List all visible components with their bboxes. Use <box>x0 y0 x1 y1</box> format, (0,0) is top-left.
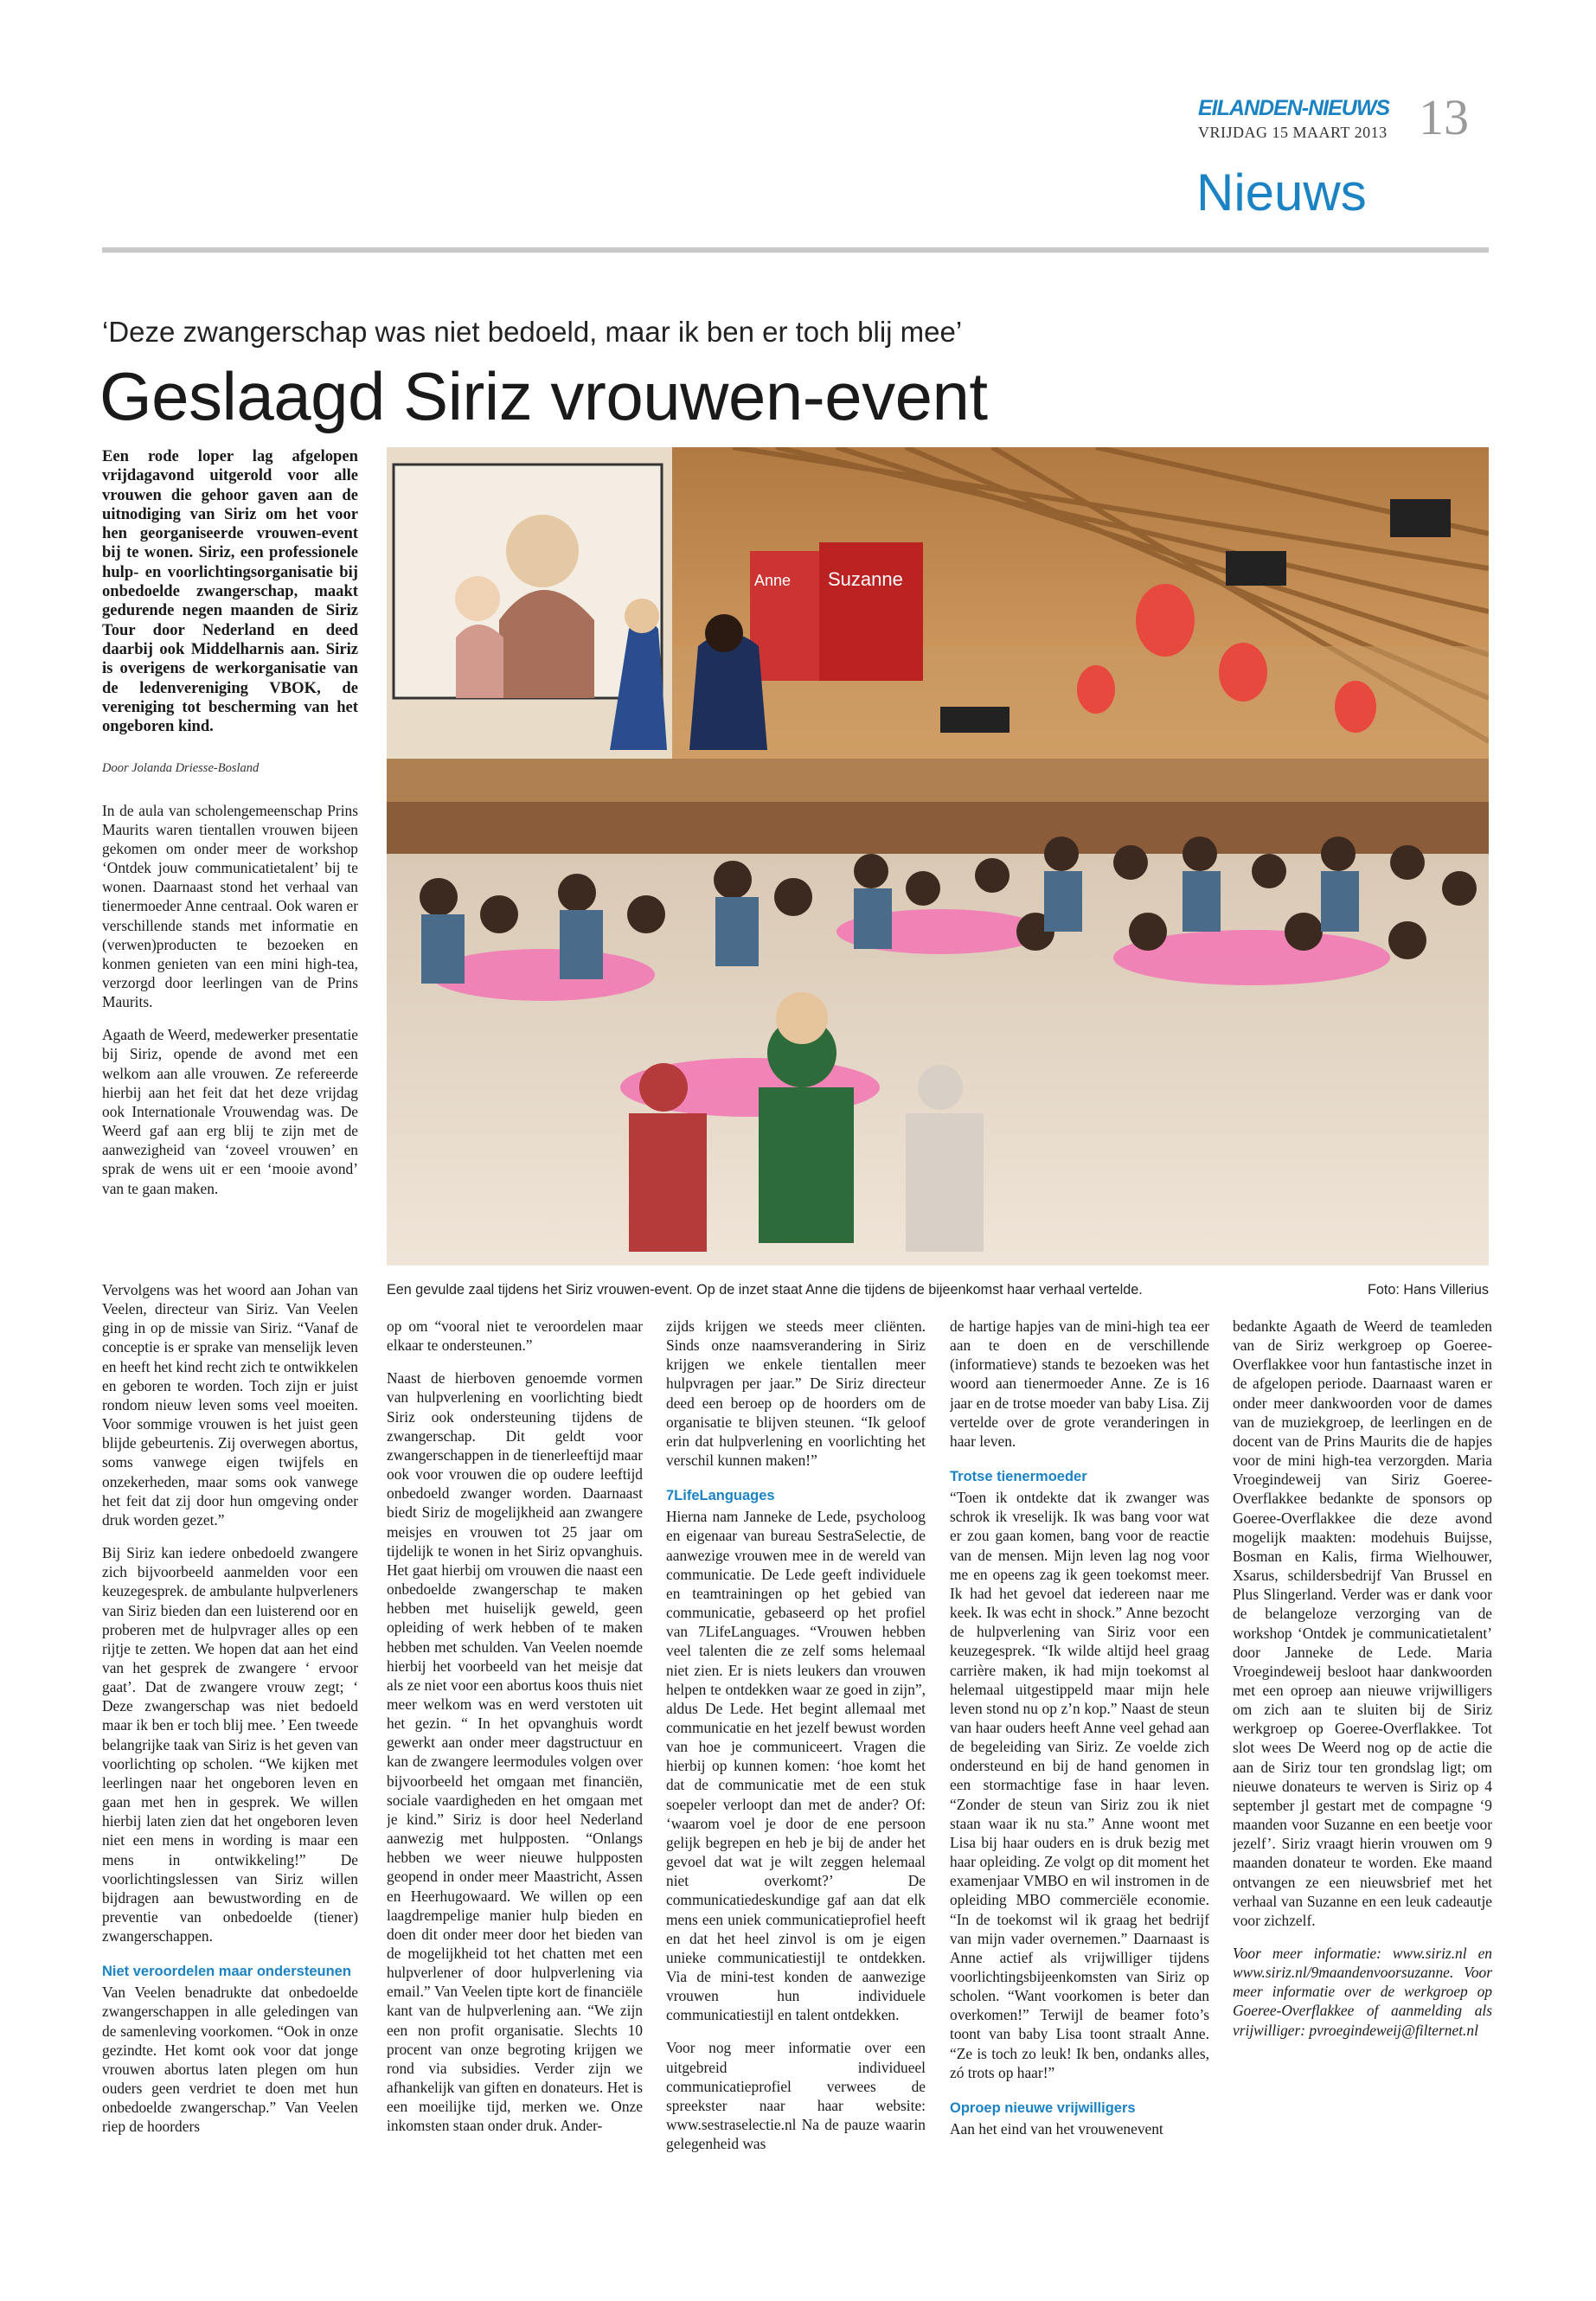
paragraph: Aan het eind van het vrouwenevent <box>950 2119 1163 2138</box>
subheading: 7LifeLanguages <box>666 1488 775 1504</box>
subheading: Trotse tienermoeder <box>950 1469 1087 1485</box>
photo-banner-text: Suzanne <box>828 568 903 590</box>
event-photo <box>387 447 1489 1266</box>
photo-banner-text: Anne <box>754 572 792 589</box>
article-column-1-lower <box>102 1280 358 2262</box>
paragraph: Voor nog meer informatie over een uitgebreid individueel communicatieprofiel verwees de spreekster naar haar website: www.sestraselectie.nl Na de pauze waarin gelegenheid was <box>666 2039 926 2153</box>
page-number: 13 <box>1419 89 1469 145</box>
paragraph: Naast de hierboven genoemde vormen van hulpverlening en voorlichting biedt Siriz ook ondersteuning tijdens de zwangerschap. Dit geldt voor zwangerschappen in de tienerleeftijd maar ook voor vrouwen die op oudere leeftijd onbedoeld zwanger worden. Daarnaast biedt Siriz de mogelijkheid aan zwangere meisjes en vrouwen tot 25 jaar om tijdelijk te wonen in het Siriz opvanghuis. Het gaat hierbij om vrouwen die naast een onbedoelde zwangerschap te maken hebben met huiselijk geweld, geen opleiding of werk hebben of te maken hebben met schulden. Van Veelen noemde hierbij het voorbeeld van het meisje dat als ze niet voor een abortus koos thuis niet meer welkom was en werd verstoten uit het gezin. “ In het opvanghuis wordt gewerkt aan onder meer dagstructuur en kan de zwangere leermodules volgen over bijvoorbeeld het omgaan met financiën, sociale vaardigheden en het omgaan met je kind.” Siriz is door heel Nederland aanwezig met hulpposten. “Onlangs hebben we weer nieuwe hulpposten geopend in onder meer Maastricht, Assen en Heerhugowaard. We willen op een laagdrempelige manier hulp bieden en doen dit onder meer door het bieden van de mogelijkheid tot het chatten met een hulpverlener of door hulpverlening via email.” Van Veelen tipte kort de financiële kant van de hulpverlening aan. “We zijn een non profit organisatie. Slechts 10 procent van onze begroting krijgen we rond via subsidies. Verder zijn we afhankelijk van giften en donateurs. Het is een moeilijke tijd, merken we. Onze inkomsten staan onder druk. Ander- <box>387 1369 643 2135</box>
article-kicker: ‘Deze zwangerschap was niet bedoeld, maar ik ben er toch blij mee’ <box>102 316 963 348</box>
subheading: Niet veroordelen maar ondersteunen <box>102 1964 351 1980</box>
photo-credit: Foto: Hans Villerius <box>1367 1282 1489 1298</box>
header-rule <box>102 247 1489 253</box>
issue-date: VRIJDAG 15 MAART 2013 <box>1198 124 1388 141</box>
photo-caption-row <box>387 1282 1489 1298</box>
article-column-5 <box>1233 1317 1492 2268</box>
article-column-4 <box>950 1317 1209 2268</box>
section-title: Nieuws <box>1196 163 1367 221</box>
paragraph: de hartige hapjes van de mini-high tea eer aan te doen en de verschillende (informatieve) stands te bezoeken was het woord aan tienermoeder Anne. Ze is 16 jaar en de trotse moeder van baby Lisa. Zij vertelde over de grote veranderingen in haar leven. <box>950 1317 1209 1450</box>
masthead <box>1198 97 1397 142</box>
paragraph: In de aula van scholengemeenschap Prins Maurits waren tientallen vrouwen bijeen gekomen om onder meer de workshop ‘Ontdek jouw communicatietalent’ bij te wonen. Daarnaast stond het verhaal van tienermoeder Anne centraal. Ook waren er verschillende stands met informatie en (verwen)producten te bezoeken en konmen genieten van een mini high-tea, verzorgd door leerlingen van de Prins Maurits. <box>102 801 358 1011</box>
subheading: Oproep nieuwe vrijwilligers <box>950 2099 1136 2116</box>
article-lead: Een rode loper lag afgelopen vrijdagavond uitgerold voor alle vrouwen die gehoor gaven aan de uitnodiging van Siriz om het voor hen georganiseerde vrouwen-event bij te wonen. Siriz, een professionele hulp- en voorlichtingsorganisatie bij onbedoelde zwangerschap, maakt gedurende negen maanden de Siriz Tour door Nederland en deed daarbij ook Middelharnis aan. Siriz is overigens de werkorganisatie van de ledenvereniging VBOK, de vereniging tot bescherming van het ongeboren kind. <box>102 447 358 736</box>
article-column-3 <box>666 1317 926 2268</box>
newspaper-logo: EILANDEN-NIEUWS <box>1198 96 1390 120</box>
article-byline: Door Jolanda Driesse-Bosland <box>102 761 260 776</box>
paragraph: bedankte Agaath de Weerd de teamleden van de Siriz werkgroep op Goeree-Overflakkee voor hun fantastische inzet in de afgelopen periode. Daarnaast waren er onder meer dankwoorden voor de dames van de muziekgroep, de leerlingen en de docent van de Prins Maurits die de hapjes voor de mini high-tea verzorgden. Maria Vroegindeweij van Siriz Goeree-Overflakkee bedankte de sponsors op Goeree-Overflakkee die deze avond mogelijk maakten: modehuis Buijsse, Bosman en Kalis, firma Wielhouwer, Xsarus, schildersbedrijf Van Brussel en Plus Slingerland. Verder was er dank voor de belangeloze verzorging van de workshop ‘Ontdek je communicatietalent’ door Janneke de Lede. Maria Vroegindeweij besloot haar dankwoorden met een oproep aan nieuwe vrijwilligers om zich aan te sluiten bij de Siriz werkgroep op Goeree-Overflakkee. Tot slot wees De Weerd nog op de actie die aan de Siriz tour ten grondslag ligt; om nieuwe donateurs te werven is Siriz op 4 september jl gestart met de compagne ‘9 maanden voor Suzanne en een beetje voor jezelf’. Siriz vraagt hierin vrouwen om 9 maanden donateur te worden. Eke maand ontvangen ze een nieuwsbrief met het verhaal van Suzanne en een leuk cadeautje voor zichzelf. <box>1233 1317 1492 1929</box>
paragraph: Bij Siriz kan iedere onbedoeld zwangere zich bijvoorbeeld aanmelden voor een keuzegesprek. de ambulante hulpverleners van Siriz bieden dan een luisterend oor en proberen met de hulpvrager alles op een rijtje te zetten. We hopen dat aan het eind van het gesprek de zwangere ‘ ervoor gaat’. Dat de zwangere vrouw zegt; ‘ Deze zwangerschap was niet bedoeld maar ik ben er toch blij mee. ’ Een tweede belangrijke taak van Siriz is het geven van voorlichting op scholen. “We kijken met leerlingen naar het ongeboren leven en gaan met hen in gesprek. We willen hierbij laten zien dat het ongeboren leven niet een mens in wording is maar een mens in ontwikkeling!” De voorlichtingslessen van Siriz willen bijdragen aan bewustwording en de preventie van onbedoelde (tiener) zwangerschappen. <box>102 1544 358 1945</box>
paragraph: Van Veelen benadrukte dat onbedoelde zwangerschappen in alle geledingen van de samenleving voorkomen. “Ook in onze gezindte. Het komt ook voor dat jonge vrouwen abortus laten plegen om hun ouders geen verdriet te doen met hun onbedoelde zwangerschap.” Van Veelen riep de hoorders <box>102 1984 358 2136</box>
event-photo-drawing <box>387 447 1489 1266</box>
paragraph: Agaath de Weerd, medewerker presentatie bij Siriz, opende de avond met een welkom aan alle vrouwen. Ze refereerde hierbij aan het feit dat het deze vrijdag ook Internationale Vrouwendag was. De Weerd gaf aan erg blij te zijn met de aanwezigheid van ‘zoveel vrouwen’ en sprak de wens uit er een ‘mooie avond’ van te gaan maken. <box>102 1026 358 1197</box>
article-column-2 <box>387 1317 643 2268</box>
paragraph: Vervolgens was het woord aan Johan van Veelen, directeur van Siriz. Van Veelen ging in op de missie van Siriz. “Vanaf de conceptie is er sprake van menselijk leven en heeft het kind recht zich te ontwikkelen en geboren te worden. Toch zijn er juist rondom nieuw leven soms veel moeiten. Voor sommige vrouwen is het juist geen blijde gebeurtenis. Zij overwegen abortus, soms vanwege eigen twijfels en onzekerheden, maar soms ook vanwege het feit dat zij door hun omgeving onder druk worden gezet.” <box>102 1281 358 1529</box>
paragraph: op om “vooral niet te veroordelen maar elkaar te ondersteunen.” <box>387 1317 643 1355</box>
info-note: Voor meer informatie: www.siriz.nl en www.siriz.nl/9maandenvoorsuzanne. Voor meer informatie over de werkgroep op Goeree-Overflakkee of aanmelding als vrijwilliger: pvroegindeweij@filternet.nl <box>1233 1945 1492 2039</box>
paragraph: “Toen ik ontdekte dat ik zwanger was schrok ik vreselijk. Ik was bang voor wat er zou gaan komen, bang voor de reactie van de mensen. Mijn leven lag nog voor me en opeens zag ik geen toekomst meer. Ik had het gevoel dat iedereen naar me keek. Ik was echt in shock.” Anne bezocht de hulpverlening van Siriz voor een keuzegesprek. “Ik wilde altijd heel graag carrière maken, ik had mijn toekomst al helemaal uitgestippeld maar mijn hele leven stond nu op z’n kop.” Naast de steun van haar ouders heeft Anne veel gehad aan de begeleiding van Siriz. Ze voelde zich ondersteund en bij de hand genomen in een stormachtige fase in haar leven. “Zonder de steun van Siriz zou ik niet staan waar ik nu sta.” Anne woont met Lisa bij haar ouders en is druk bezig met haar opleiding. Ze volgt op dit moment het examenjaar VMBO en wil instromen in de opleiding MBO commerciële economie. “In de toekomst wil ik graag het bedrijf van mijn vader overnemen.” Daarnaast is Anne actief als vrijwilliger tijdens voorlichtingsbijeenkomsten van Siriz op scholen. “Want voorkomen is beter dan overkomen!” Terwijl de beamer foto’s toont van baby Lisa toont straalt Anne. “Ze is toch zo leuk! Ik ben, ondanks alles, zó trots op haar!” <box>950 1489 1209 2081</box>
paragraph: Hierna nam Janneke de Lede, psycholoog en eigenaar van bureau SestraSelectie, de aanwezige vrouwen mee in de wereld van communicatie. De Lede geeft individuele en teamtrainingen op het gebied van communicatie, gebaseerd op het profiel van 7LifeLanguages. “Vrouwen hebben veel talenten die ze zelf soms helemaal niet zien. Er is niets leukers dan vrouwen helpen te ontdekken waar ze goed in zijn”, aldus De Lede. Het begint allemaal met communicatie en het jezelf bewust worden van hoe je communiceert. Vragen die hierbij op kunnen komen: ‘hoe komt het dat de communicatie met de een stuk soepeler verloopt dan met de ander? Of: ‘waarom voel je door de ene persoon gelijk begrepen en heb je bij de ander het gevoel dat wat je wilt zeggen helemaal niet overkomt?’ De communicatiedeskundige gaf aan dat elk mens een uniek communicatieprofiel heeft en dat het heel zinvol is om je eigen unieke communicatiestijl te ontdekken. Via de mini-test konden de aanwezige vrouwen hun individuele communicatiestijl en talent ontdekken. <box>666 1508 926 2024</box>
article-headline: Geslaagd Siriz vrouwen-event <box>99 358 988 434</box>
paragraph: zijds krijgen we steeds meer cliënten. Sinds onze naamsverandering in Siriz krijgen we enkele tientallen meer hulpvragen per jaar.” De Siriz directeur deed een beroep op de hoorders om de organisatie te blijven steunen. “Ik geloof erin dat hulpverlening en voorlichting het verschil kunnen maken!” <box>666 1317 926 1470</box>
photo-caption: Een gevulde zaal tijdens het Siriz vrouwen-event. Op de inzet staat Anne die tijdens de bijeenkomst haar verhaal vertelde. <box>387 1282 1143 1298</box>
